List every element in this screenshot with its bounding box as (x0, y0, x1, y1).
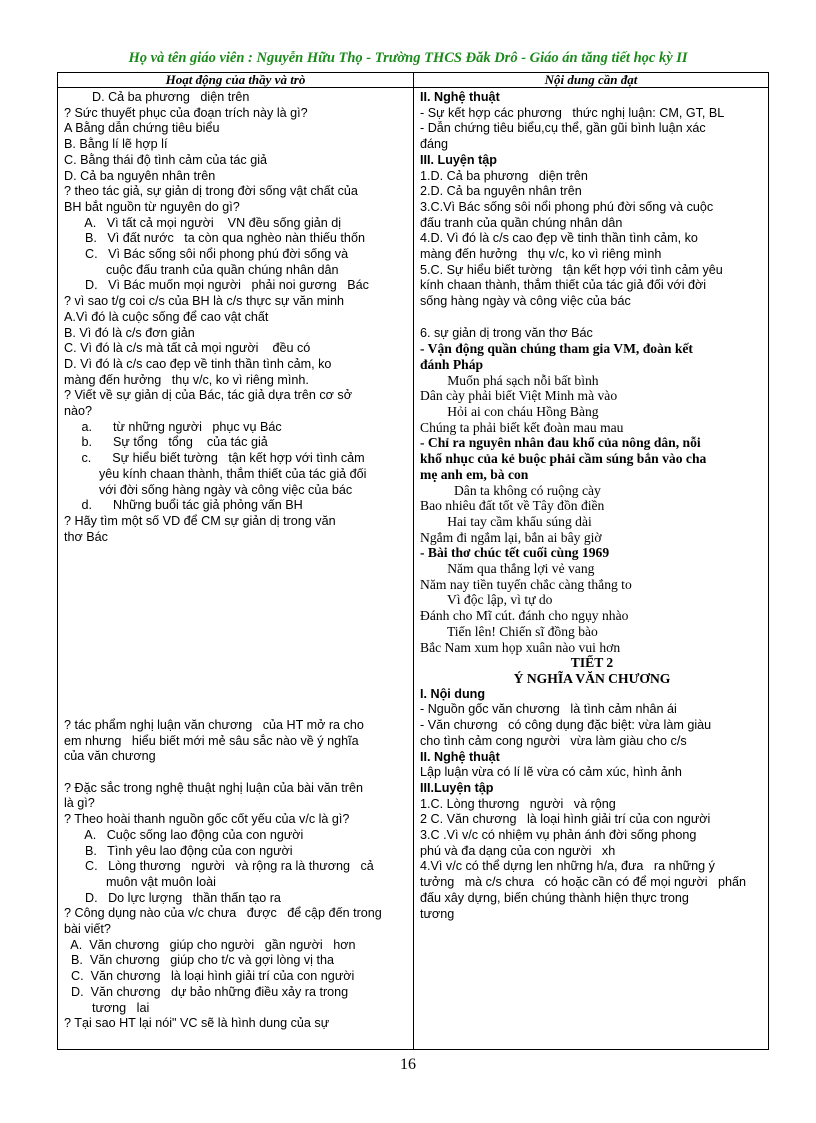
right-column-line: Đánh cho Mĩ cút. đánh cho ngụy nhào (420, 608, 629, 624)
left-column-line: yêu kính chaan thành, thắm thiết của tác giả đối (64, 466, 367, 481)
left-column-line: với đời sống hàng ngày và công việc của bác (64, 482, 353, 497)
left-column-line: C. Văn chương là loại hình giải trí của con người (64, 969, 355, 984)
right-column-line: II. Nghệ thuật (420, 749, 500, 764)
left-column-line: B. Bằng lí lẽ hợp lí (64, 137, 168, 152)
right-column-line: TIẾT 2 (570, 655, 614, 671)
left-column-line: a. từ những người phục vụ Bác (64, 419, 282, 434)
right-column-line: Dân cày phải biết Việt Minh mà vào (420, 388, 618, 404)
left-column-header: Hoạt động của thầy và trò (58, 73, 414, 88)
left-column-line: B. Văn chương giúp cho t/c và gợi lòng vị tha (64, 953, 334, 968)
left-column-line: A. Cuộc sống lao động của con người (64, 827, 304, 842)
right-column-line: 2.D. Cả ba nguyên nhân trên (420, 184, 582, 199)
right-column-line: - Bài thơ chúc tết cuối cùng 1969 (420, 545, 610, 561)
right-column-line: 6. sự giản dị trong văn thơ Bác (420, 325, 593, 340)
right-column-line: I. Nội dung (420, 686, 486, 701)
left-column-line: b. Sự tổng tổng của tác giả (64, 435, 268, 450)
right-column-line: - Sự kết hợp các phương thức nghị luận: CM, GT, BL (420, 105, 725, 120)
teacher-student-activities (58, 88, 413, 1032)
left-column-line: A. Vì tất cả mọi người VN đều sống giản dị (64, 215, 342, 230)
right-column-line: 1.D. Cả ba phương diện trên (420, 168, 588, 183)
left-column-line (64, 640, 409, 656)
left-column-line: D. Cả ba nguyên nhân trên (64, 168, 216, 183)
left-column-line (64, 655, 409, 671)
page-header: Họ và tên giáo viên : Nguyễn Hữu Thọ - Trường THCS Đăk Drô - Giáo án tăng tiết học kỳ II (128, 50, 688, 66)
left-column-line: B. Tình yêu lao động của con người (64, 843, 293, 858)
left-column-line: ? Tại sao HT lại nói" VC sẽ là hình dung của sự (64, 1016, 330, 1031)
right-column-line: đánh Pháp (420, 356, 484, 372)
right-column-line: Hai tay cầm khẩu súng dài (420, 513, 592, 529)
right-column-line: Ý NGHĨA VĂN CHƯƠNG (513, 671, 671, 686)
left-column-line (64, 592, 409, 608)
left-column-line: ? Theo hoài thanh nguồn gốc cốt yếu của v/c là gì? (64, 812, 350, 827)
left-column-line (64, 608, 409, 624)
left-column-line: A.Vì đó là cuộc sống để cao vật chất (64, 309, 269, 324)
left-column-line: thơ Bác (64, 529, 108, 544)
left-column-line (64, 765, 409, 781)
right-column-line: - Vận động quần chúng tham gia VM, đoàn kết (420, 341, 693, 357)
lesson-table (57, 72, 769, 1050)
right-column-line: màng đến hưởng thụ v/c, ko vì riêng mình (420, 247, 662, 262)
content-to-achieve (414, 88, 768, 922)
right-column-line: Ngắm đi ngắm lại, bắn ai bây giờ (420, 529, 602, 545)
left-column-line: ? Hãy tìm một số VD để CM sự giản dị trong văn (64, 513, 336, 528)
left-column-line (64, 624, 409, 640)
right-column-line: Tiến lên! Chiến sĩ đồng bào (420, 623, 598, 639)
left-column-line: A. Văn chương giúp cho người gần người hơn (64, 937, 356, 952)
left-column-line: C. Vì đó là c/s mà tất cả mọi người đều có (64, 341, 311, 356)
left-column-line: em nhưng hiểu biết mới mẻ sâu sắc nào về ý nghĩa (64, 733, 359, 748)
right-column-line (420, 310, 764, 326)
left-column-line: muôn vật muôn loài (64, 874, 216, 889)
right-column-line: cho tình cảm cong người vừa làm giàu cho c/s (420, 733, 687, 748)
right-column-line: 3.C.Vì Bác sống sôi nổi phong phú đời sống và cuộc (420, 199, 714, 214)
left-column-line (64, 545, 409, 561)
right-column-line: III.Luyện tập (420, 780, 494, 795)
right-column-line: kính chaan thành, thắm thiết của tác giả đối với đời (420, 278, 707, 293)
right-column-line: - Chỉ ra nguyên nhân đau khổ của nông dân, nỗi (420, 435, 701, 451)
left-column-line: ? Sức thuyết phục của đoạn trích này là gì? (64, 105, 308, 120)
right-column-line: đáng (420, 137, 449, 152)
right-column-line: Muốn phá sạch nỗi bất bình (420, 372, 599, 388)
right-column-line: 4.D. Vì đó là c/s cao đẹp về tinh thần tình cảm, ko (420, 231, 698, 246)
left-column-line: nào? (64, 404, 93, 419)
left-column-line: C. Lòng thương người và rộng ra là thương cả (64, 859, 374, 874)
right-column-line: Dân ta không có ruộng cày (420, 482, 601, 498)
left-column-line: D. Văn chương dự bảo những điều xảy ra trong (64, 984, 349, 999)
right-column-line: khổ nhục của kẻ buộc phải cầm súng bắn vào cha (420, 451, 707, 467)
right-column-line: 5.C. Sự hiểu biết tường tận kết hợp với tình cảm yêu (420, 262, 723, 277)
right-column-line: Vì độc lập, vì tự do (420, 592, 553, 608)
page-number: 16 (400, 1056, 416, 1073)
left-column-line: D. Vì đó là c/s cao đẹp về tinh thần tình cảm, ko (64, 356, 332, 371)
left-column-line: là gì? (64, 796, 95, 811)
right-column-line: III. Luyện tập (420, 152, 497, 167)
right-column-line: đấu tranh của quần chúng nhân dân (420, 215, 623, 230)
left-column-line: C. Bằng thái độ tình cảm của tác giả (64, 152, 268, 167)
right-column-line: sống hàng ngày và công việc của bác (420, 294, 631, 309)
right-column-line: mẹ anh em, bà con (420, 466, 529, 482)
left-column-line: ? Viết về sự giản dị của Bác, tác giả dựa trên cơ sở (64, 388, 352, 403)
right-column-line: Bắc Nam xum họp xuân nào vui hơn (420, 639, 621, 655)
right-column-line: tưởng mà c/s chưa có hoặc cần có để mọi người phấn (420, 875, 747, 890)
left-column-line: của văn chương (64, 749, 156, 764)
left-column-line: ? tác phẩm nghị luận văn chương của HT mở ra cho (64, 717, 364, 732)
left-column-line: ? vì sao t/g coi c/s của BH là c/s thực sự văn minh (64, 294, 345, 309)
left-column-line: A Bằng dẫn chứng tiêu biểu (64, 121, 220, 136)
left-column-line (64, 671, 409, 687)
right-column-line: - Dẫn chứng tiêu biểu,cụ thể, gần gũi bình luận xác (420, 121, 706, 136)
left-column-line: ? theo tác giả, sự giản dị trong đời sống vật chất của (64, 184, 358, 199)
right-column-header: Nội dung cần đạt (414, 73, 769, 88)
left-column-line: ? Công dụng nào của v/c chưa được để cập đến trong (64, 906, 382, 921)
right-column-line: Chúng ta phải biết kết đoàn mau mau (420, 419, 624, 435)
right-column-line: II. Nghệ thuật (420, 90, 500, 104)
left-column-line: d. Những buổi tác giả phỏng vấn BH (64, 498, 303, 513)
right-column-line: 2 C. Văn chương là loại hình giải trí của con người (420, 812, 711, 827)
right-column-line: Lập luận vừa có lí lẽ vừa có cảm xúc, hình ảnh (420, 765, 682, 780)
right-column-line: đấu xây dựng, biến chúng thành hiện thực trong (420, 890, 689, 905)
left-column-line: màng đến hưởng thụ v/c, ko vì riêng mình. (64, 372, 309, 387)
right-column-line: Bao nhiêu đất tốt về Tây đồn điền (420, 498, 605, 514)
left-column-line: cuộc đấu tranh của quần chúng nhân dân (64, 262, 339, 277)
left-column-line (64, 687, 409, 703)
right-column-line: - Nguồn gốc văn chương là tình cảm nhân ái (420, 702, 677, 717)
right-column-line: - Văn chương có công dụng đặc biệt: vừa làm giàu (420, 718, 712, 733)
right-column-line: Hỏi ai con cháu Hồng Bàng (420, 404, 599, 420)
left-column-line: B. Vì đất nước ta còn qua nghèo nàn thiếu thốn (64, 231, 365, 246)
right-column-line: Năm qua thắng lợi vẻ vang (420, 561, 595, 577)
left-column-line: ? Đặc sắc trong nghệ thuật nghị luận của bài văn trên (64, 780, 363, 795)
left-column-line: B. Vì đó là c/s đơn giản (64, 325, 195, 340)
right-column-line: 4.Vì v/c có thể dựng len những h/a, đưa ra những ý (420, 859, 715, 874)
right-column-line: 1.C. Lòng thương người và rộng (420, 796, 616, 811)
left-column-line: c. Sự hiểu biết tường tận kết hợp với tình cảm (64, 451, 365, 466)
left-column-line: C. Vì Bác sống sôi nổi phong phú đời sống và (64, 247, 349, 262)
left-column-line (64, 561, 409, 577)
left-column-line: bài viết? (64, 922, 111, 937)
left-column-line: D. Do lực lượng thần thấn tạo ra (64, 890, 281, 905)
right-column-line: tương (420, 906, 455, 921)
left-column-line (64, 702, 409, 718)
left-column-line: BH bắt nguồn từ nguyên do gì? (64, 199, 240, 214)
left-column-line: tương lai (64, 1000, 150, 1015)
left-column-line (64, 577, 409, 593)
left-column-line: D. Cả ba phương diện trên (64, 90, 250, 104)
right-column-line: phú và đa dạng của con người xh (420, 843, 616, 858)
left-column-line: D. Vì Bác muốn mọi người phải noi gương Bác (64, 278, 369, 293)
right-column-line: Năm nay tiền tuyến chắc càng thắng to (420, 576, 632, 592)
right-column-line: 3.C .Vì v/c có nhiệm vụ phản ánh đời sống phong (420, 828, 697, 843)
